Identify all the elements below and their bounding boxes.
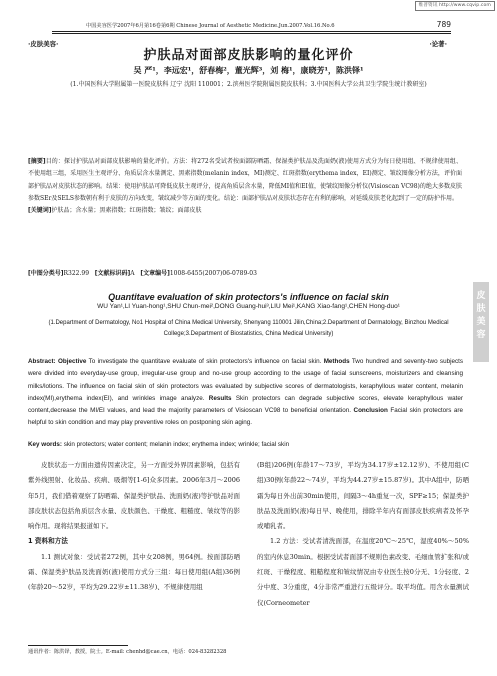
section-label: ·皮肤美容· xyxy=(28,40,59,48)
english-keywords xyxy=(28,441,463,448)
en-objective-label: Objective xyxy=(58,358,87,365)
groups-paragraph: (B组)206例(年龄17～73岁，平均为34.17岁±12.12岁)、不使用组(C组)30例(年龄22～74岁，平均为44.27岁±15.87岁)。其中A组中，防晒霜为每日外出前30min使用，间隔3～4h重复一次，SPF≥15；保湿类护肤品及洗面奶(液)每日早、晚使用，排除半年内有面部皮肤疾病者及怀孕或哺乳者。 xyxy=(257,461,469,531)
keywords-label: [关键词] xyxy=(28,207,52,215)
abstract-body: 目的：探讨护肤品对面部皮肤影响的量化评价。方法：将272名受试者按面部防晒霜、保湿类护肤品及洗面奶(液)使用方式分为每日使用组、不规律使用组、不使用组三组，采用医生主观评分、角质层含水量测定、黑素指数(melanin index，MI)测定、红斑指数(erythema index，EI)测定、皱纹图像分析方法，评价面部护肤品对皮肤状态的影响。结果：使用护肤品可降低皮肤主观评分，提高角质层含水量，降低MI值和EI值，使皱纹图像分析仪(Visioscan VC98)的绝大多数皮肤参数SEr及SELS参数朝有利于皮肤的方向改变，皱纹减少等方面的变化。结论：面部护肤品对皮肤状态存在有利的影响，对延缓皮肤老化起到了一定的防护作用。 xyxy=(28,158,462,202)
en-results: Skin protectors can degrade subjective scores, elevate keraphyllous water content,decrease the MI/EI values, and lead the majority parameters of Visioscan VC98 to beneficial orientation. xyxy=(28,394,464,415)
body-column-left xyxy=(28,458,240,596)
en-conclusion: Facial skin protectors are helpful to skin condition and may play preventive roles on postponing skin aging. xyxy=(28,407,464,427)
footnote: 通讯作者：陈洪铎，教授，院士。E-mail: chenhd@cae.cn，电话：024-83282328 xyxy=(28,649,227,655)
affiliation: (1.中国医科大学附属第一医院皮肤科 辽宁 沈阳 110001；2.滨州医学院附属医院皮肤科；3.中国医科大学公共卫生学院生统计教研室) xyxy=(70,81,427,88)
en-methods-label: Methods xyxy=(323,358,350,365)
article-number-value: 1008-6455(2007)06-0789-03 xyxy=(169,270,257,277)
methods-paragraph: 1.2 方法：受试者清洗面部，在温度20℃～25℃，湿度40%～50%的室内休息30min。根据受试者面部不规则色素改变、毛细血管扩张和/或红斑、干燥程度、粗糙程度和皱纹情况由专业医生按0分无、1分轻度、2分中度、3分重度，4分非常严重进行五级评分。取平均值。用含水量测试仪(Corneometer xyxy=(257,537,469,607)
english-affiliation: (1.Department of Dermatology, No1 Hospital of China Medical University, Shenyang 110001 Jilin,China;2.Department of Dermatology, Binzhou Medical College;3.Department of Biostatistics, China Medical University) xyxy=(48,320,449,337)
journal-header: 中国美容医学2007年6月第16卷第6期 Chinese Journal of Aesthetic Medicine.Jun.2007.Vol.16.No.6 xyxy=(86,23,335,29)
section-heading: 1 资料和方法 xyxy=(28,537,68,546)
doc-code-label: [文献标识码] xyxy=(94,270,131,277)
en-results-label: Results xyxy=(208,394,232,402)
page-number: 789 xyxy=(436,20,451,29)
body-column-right xyxy=(257,458,469,611)
en-keywords-label: Key words: xyxy=(28,441,62,448)
authors: 吴 严¹，李远宏¹，舒春梅²，董光辉³，刘 梅¹，康晓芳¹，陈洪铎¹ xyxy=(133,65,364,75)
clc-value: R322.99 xyxy=(63,270,90,277)
intro-paragraph: 皮肤状态一方面由遗传因素决定，另一方面受外界因素影响，包括有紫外线照射、化妆品、疾病、吸烟等[1-6]众多因素。2006年3月～2006年5月，我们借着观察了防晒霜、保湿类护肤品、洗面奶(液)等护肤品对面部皮肤状态包括角质层含水量、皮肤颜色、干燥度、粗糙度、皱纹等的影响作用。现将结果报道如下。 xyxy=(28,461,240,531)
en-keywords-text: skin protectors; water content; melanin index; erythema index; wrinkle; facial skin xyxy=(63,441,290,448)
en-conclusion-label: Conclusion xyxy=(353,407,388,415)
clc-label: [中图分类号] xyxy=(28,270,64,277)
abstract-cn xyxy=(28,156,462,217)
keywords-cn: 护肤品；含水量；黑素指数；红斑指数；皱纹；面部皮肤 xyxy=(51,207,202,215)
doc-code-value: A xyxy=(130,270,135,277)
article-type-label: ·论著· xyxy=(429,40,447,48)
header-rule-thin xyxy=(52,33,451,34)
english-authors: WU Yan¹,LI Yuan-hong¹,SHU Chun-mei²,DONG Guang-hui³,LIU Mei¹,KANG Xiao-fang¹,CHEN Hong-duo¹ xyxy=(97,303,400,310)
en-methods: Two hundred and seventy-two subjects were divided into everyday-use group, irregular-use group and no-use group according to the usage of facial sunscreens, moisturizers and cleansing milks/lotions. The influence on facial skin of skin protectors was evaluated by subjective scores of dermatologists, keraphyllous water content, melanin index(MI),erythema index(EI), and wrinkles image analyze. xyxy=(28,358,464,402)
abstract-label: [摘要] xyxy=(28,158,46,165)
classification-line xyxy=(28,268,257,277)
article-number-label: [文章编号] xyxy=(140,270,170,277)
english-abstract xyxy=(28,356,463,430)
en-abstract-label: Abstract: xyxy=(28,358,56,365)
footnote-rule xyxy=(28,645,128,646)
source-stamp: 维普资讯 http://www.cqvip.com xyxy=(415,1,495,11)
english-title: Quantitave evaluation of skin protectors's influence on facial skin xyxy=(108,292,389,302)
side-tab-label: 皮肤美容 xyxy=(476,291,486,340)
en-objective: To investigate the quantitave evaluate of skin protectors's influence on facial skin. xyxy=(88,358,322,365)
header-rule xyxy=(52,31,451,32)
article-title: 护肤品对面部皮肤影响的量化评价 xyxy=(143,48,354,63)
subjects-paragraph: 1.1 测试对象：受试者272例，其中女208例，男64例。按面部防晒霜、保湿类护肤品及洗面奶(液)使用方式分三组：每日使用组(A组)36例(年龄20～52岁，平均为29.22岁±11.38岁)、不规律使用组 xyxy=(28,552,240,592)
